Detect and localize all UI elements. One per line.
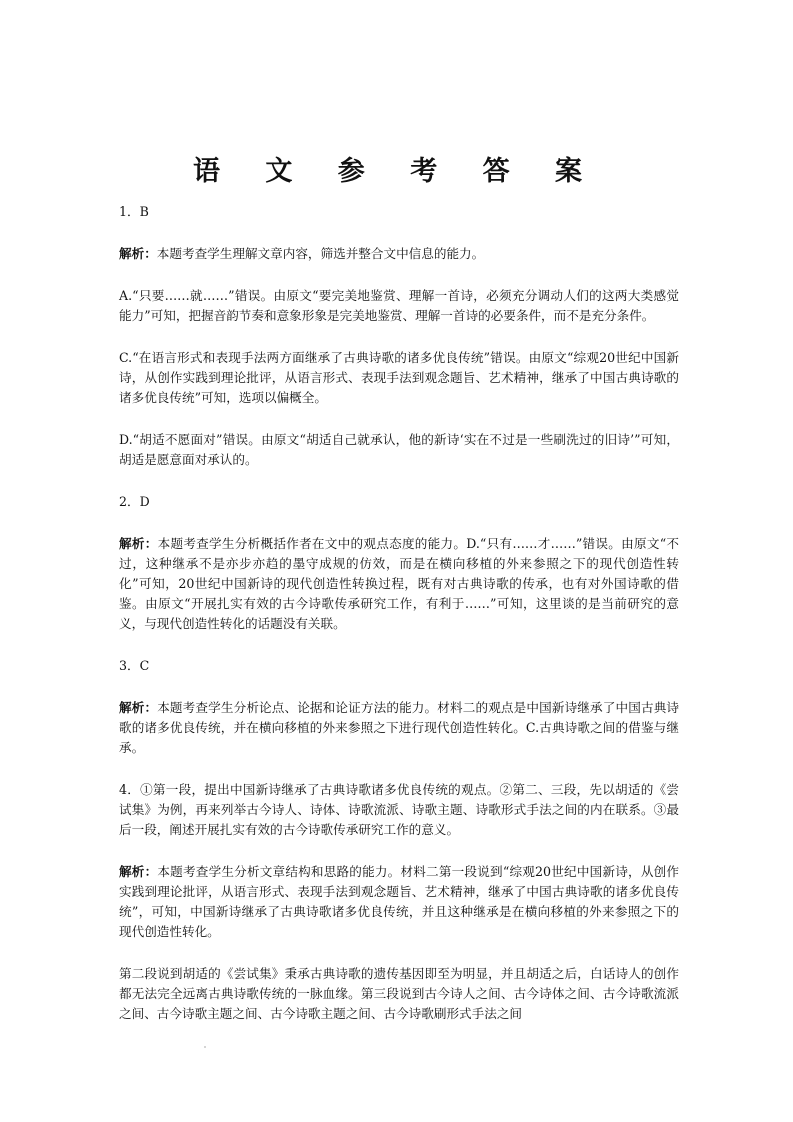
q2-analysis	[119, 534, 679, 634]
page-title: 语 文 参 考 答 案	[193, 156, 600, 187]
footer-mark	[204, 1046, 206, 1048]
analysis-label: 解析：	[119, 700, 158, 715]
q3-analysis-text: 本题考查学生分析论点、论据和论证方法的能力。材料二的观点是中国新诗继承了中国古典诗歌的诸多优良传统，并在横向移植的外来参照之下进行现代创造性转化。C.古典诗歌之间的借鉴与继承。	[119, 700, 680, 755]
q4-analysis	[119, 862, 679, 942]
answer-content	[119, 202, 679, 1024]
q1-analysis	[119, 244, 679, 264]
q1-option-a: A.“只要……就……”错误。由原文“要完美地鉴赏、理解一首诗，必须充分调动人们的这两大类感觉能力”可知，把握音韵节奏和意象形象是完美地鉴赏、理解一首诗的必要条件，而不是充分条件。	[119, 288, 679, 323]
analysis-label: 解析：	[119, 536, 158, 551]
q4-extra: 第二段说到胡适的《尝试集》秉承古典诗歌的遗传基因即至为明显，并且胡适之后，白话诗人的创作都无法完全远离古典诗歌传统的一脉血缘。第三段说到古今诗人之间、古今诗体之间、古今诗歌流派之间、古今诗歌主题之间、古今诗歌主题之间、古今诗歌刷形式手法之间	[119, 966, 679, 1021]
q1-option-c: C.“在语言形式和表现手法两方面继承了古典诗歌的诸多优良传统”错误。由原文“综观20世纪中国新诗，从创作实践到理论批评，从语言形式、表现手法到观念题旨、艺术精神，继承了中国古典诗歌的诸多优良传统”可知，选项以偏概全。	[119, 350, 679, 405]
q3-answer: 3．C	[119, 658, 150, 673]
q4-answer: 4．①第一段，提出中国新诗继承了古典诗歌诸多优良传统的观点。②第二、三段，先以胡适的《尝试集》为例，再来列举古今诗人、诗体、诗歌流派、诗歌主题、诗歌形式手法之间的内在联系。③最后一段，阐述开展扎实有效的古今诗歌传承研究工作的意义。	[119, 782, 679, 837]
q1-answer: 1．B	[119, 204, 149, 219]
q2-answer: 2．D	[119, 494, 150, 509]
q2-analysis-text: 本题考查学生分析概括作者在文中的观点态度的能力。D.“只有……才……”错误。由原文“不过，这种继承不是亦步亦趋的墨守成规的仿效，而是在横向移植的外来参照之下的现代创造性转化”可知，20世纪中国新诗的现代创造性转换过程，既有对古典诗歌的传承，也有对外国诗歌的借鉴。由原文“开展扎实有效的古今诗歌传承研究工作，有利于……”可知，这里谈的是当前研究的意义，与现代创造性转化的话题没有关联。	[119, 536, 680, 631]
analysis-label: 解析：	[119, 864, 158, 879]
q1-option-d: D.“胡适不愿面对”错误。由原文“胡适自己就承认，他的新诗‘实在不过是一些刷洗过的旧诗’”可知，胡适是愿意面对承认的。	[119, 432, 679, 467]
q1-analysis-text: 本题考查学生理解文章内容，筛选并整合文中信息的能力。	[156, 246, 485, 261]
q3-analysis	[119, 698, 679, 758]
q4-analysis-text: 本题考查学生分析文章结构和思路的能力。材料二第一段说到“综观20世纪中国新诗，从创作实践到理论批评，从语言形式、表现手法到观念题旨、艺术精神，继承了中国古典诗歌的诸多优良传统”，可知，中国新诗继承了古典诗歌诸多优良传统，并且这种继承是在横向移植的外来参照之下的现代创造性转化。	[119, 864, 680, 939]
analysis-label: 解析：	[119, 246, 157, 261]
